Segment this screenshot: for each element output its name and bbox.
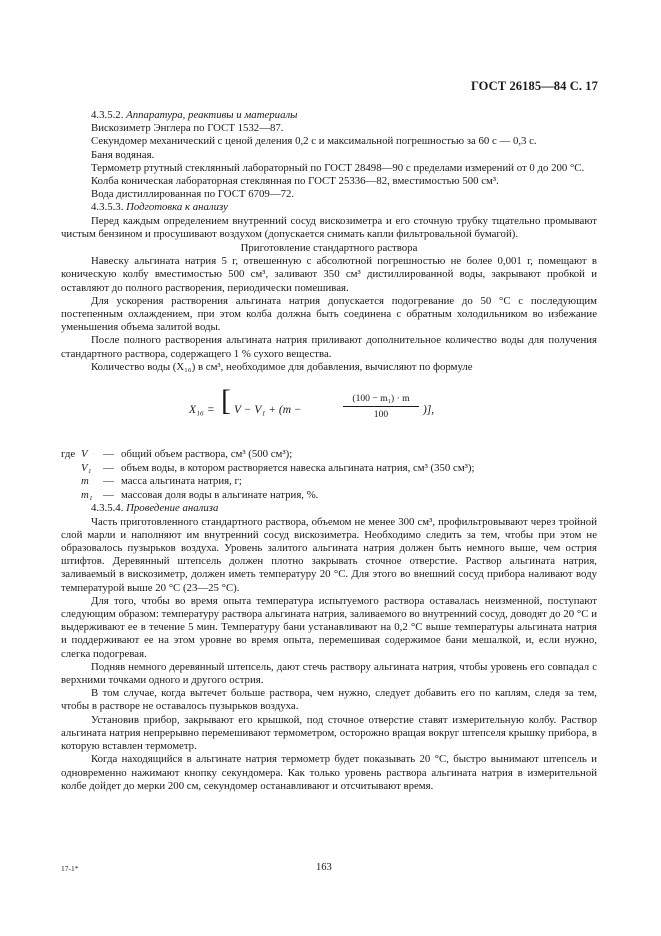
paragraph: Секундомер механический с ценой деления 0,2 с и максимальной погрешностью за 60 с — 0,3 с. (91, 135, 537, 148)
paragraph: Навеску альгината натрия 5 г, отвешенную с абсолютной погрешностью не более 0,001 г, помещают в коническую колбу вместимостью 500 см³, заливают 350 см³ дистиллированной воды, закрывают пробкой и оставляют до полного растворения, периодически помешивая. (61, 255, 597, 294)
paragraph: Для ускорения растворения альгината натрия допускается подогревание до 50 °С с последующим постепенным охлаждением, при этом колба должна быть соединена с обратным холодильником во избежание уменьшения объема залитой воды. (61, 294, 597, 334)
paragraph: Количество воды (X₁₆) в см³, необходимое для добавления, вычисляют по формуле (91, 360, 473, 373)
paragraph: В том случае, когда вытечет больше раствора, чем нужно, следует добавить его по каплям, следя за тем, чтобы в растворе не оставалось пузырьков воздуха. (61, 687, 597, 713)
definition-row: где V — общий объем раствора, см³ (500 см³); (61, 448, 293, 461)
formula-body: V − V₁ + (m − (234, 404, 302, 417)
paragraph: Вода дистиллированная по ГОСТ 6709—72. (91, 188, 295, 201)
page-number: 163 (316, 862, 332, 873)
paragraph: Подняв немного деревянный штепсель, дают стечь раствору альгината натрия, чтобы уровень его совпадал с верхними точками одного и другого острия. (61, 660, 597, 687)
paragraph: Баня водяная. (91, 148, 155, 161)
formula-fraction (343, 392, 419, 421)
formula-numerator: (100 − m₁) · m (343, 392, 419, 407)
definition-row: V₁ — объем воды, в котором растворяется навеска альгината натрия, см³ (350 см³); (81, 461, 475, 474)
section-4354-heading: 4.3.5.4. Проведение анализа (91, 502, 219, 515)
formula-bracket-open: [ (221, 384, 231, 418)
paragraph: Перед каждым определением внутренний сосуд вискозиметра и его сточную трубку тщательно промывают чистым бензином и просушивают воздухом (допускается снимать капли фильтровальной бумагой). (61, 214, 597, 240)
paragraph: Установив прибор, закрывают его крышкой, под сточное отверстие ставят измерительную колбу. Раствор альгината натрия непрерывно перемешивают термометром, осторожно вращая вокруг штепселя крышку прибора, в которую вставлен термометр. (61, 713, 597, 753)
paragraph: Для того, чтобы во время опыта температура испытуемого раствора оставалась неизменной, поступают следующим образом: температуру раствора альгината натрия, заливаемого во внутренний сосуд, доводят до 20 °С и выдерживают ее в течение 5 мин. Температуру бани устанавливают на 0,2 °С выше температуры альгината натрия и поддерживают ее на этом уровне во время опыта, перемешивая содержимое бани мешалкой, и, если нужно, слегка подогревая. (61, 594, 597, 660)
subheading: Приготовление стандартного раствора (240, 242, 418, 255)
formula-denominator: 100 (373, 409, 389, 421)
paragraph: Часть приготовленного стандартного раствора, объемом не менее 300 см³, профильтровывают через тройной слой марли и наполняют им внутренний сосуд вискозиметра. Необходимо следить за тем, чтобы при этом не образовалось пузырьков воздуха. Уровень залитого альгината натрия должен быть немного выше, чем острия штифтов. Деревянный штепсель должен плотно закрывать сточное отверстие. Раствор альгината натрия, заливаемый в вискозиметр, должен иметь температуру 20 °С. Для этого во внешний сосуд прибора наливают воду температурой выше 20 °С (23—25 °С). (61, 515, 597, 594)
definition-row: m₁ — массовая доля воды в альгинате натрия, %. (81, 488, 319, 501)
paragraph: Когда находящийся в альгинате натрия термометр будет показывать 20 °С, быстро вынимают штепсель и одновременно нажимают кнопку секундомера. Как только уровень раствора альгината натрия в измерительной колбе дойдет до мерки 200 см, секундомер останавливают и отсчитывают время. (61, 753, 597, 792)
paragraph: После полного растворения альгината натрия приливают дополнительное количество воды для получения стандартного раствора, содержащего 1 % сухого вещества. (61, 334, 597, 360)
page-header: ГОСТ 26185—84 С. 17 (470, 79, 598, 93)
paragraph: Вискозиметр Энглера по ГОСТ 1532—87. (91, 122, 284, 135)
formula-lhs: X₁₆ = (189, 404, 215, 417)
paragraph: Колба коническая лабораторная стеклянная по ГОСТ 25336—82, вместимостью 500 см³. (91, 175, 499, 188)
definition-row: m — масса альгината натрия, г; (81, 475, 242, 488)
paragraph: Термометр ртутный стеклянный лабораторный по ГОСТ 28498—90 с пределами измерений от 0 до 200 °С. (91, 161, 585, 174)
document-body (61, 109, 597, 793)
formula (61, 384, 597, 442)
footer-signature: 17-1* (61, 864, 79, 873)
formula-close: )], (423, 404, 435, 417)
section-4352-heading: 4.3.5.2. Аппаратура, реактивы и материалы (91, 109, 298, 121)
definitions (61, 448, 597, 502)
section-4353-heading: 4.3.5.3. Подготовка к анализу (91, 201, 228, 214)
